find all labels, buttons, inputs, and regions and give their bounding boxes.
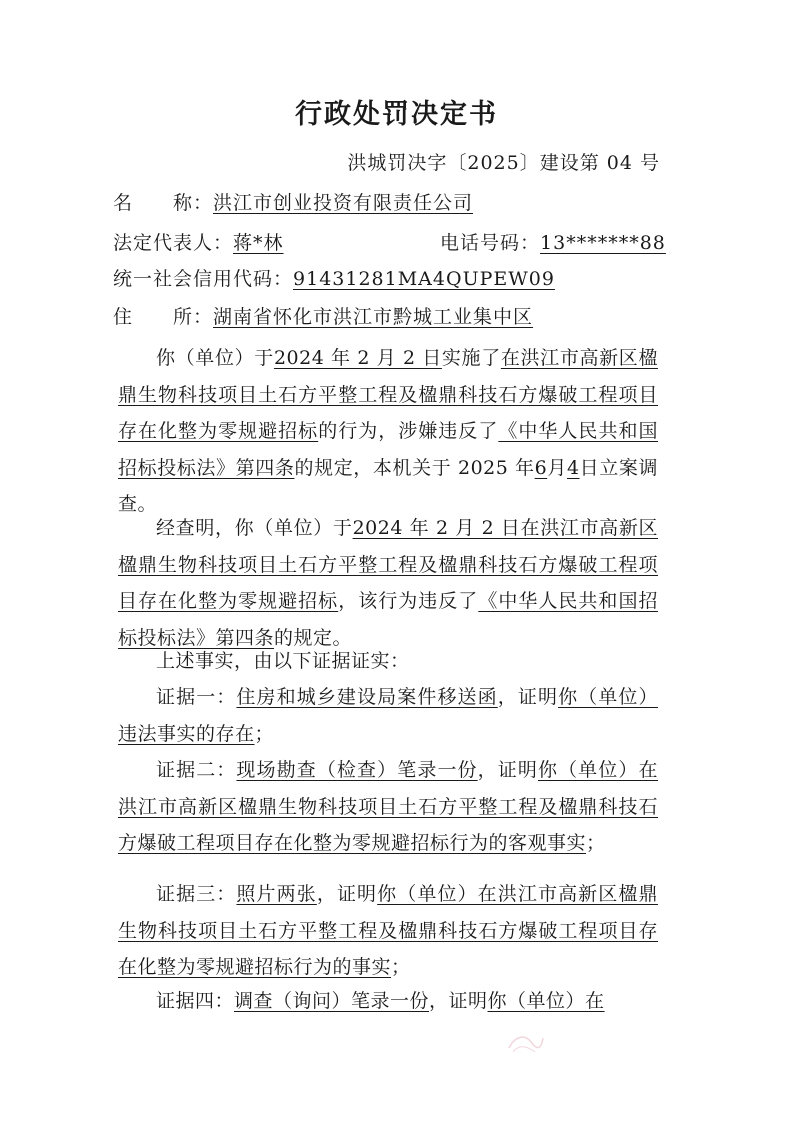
case-law: 《中华人民共和国招标投标法》第四条	[118, 420, 658, 479]
name-field	[113, 188, 473, 215]
address-value: 湖南省怀化市洪江市黔城工业集中区	[213, 306, 534, 328]
filing-day: 4	[566, 456, 580, 479]
finding-act: 2024 年 2 月 2 日在洪江市高新区楹鼎生物科技项目土石方平整工程及楹鼎科技石方爆破工程项目存在化整为零规避招标	[118, 517, 658, 612]
address-field	[113, 302, 533, 329]
case-date: 2024 年 2 月 2 日	[273, 347, 442, 369]
credit-code-label: 统一社会信用代码：	[113, 268, 294, 290]
filing-month: 6	[534, 456, 548, 479]
evidence-1: 证据一：住房和城乡建设局案件移送函，证明你（单位）违法事实的存在；	[118, 686, 658, 745]
case-act: 在洪江市高新区楹鼎生物科技项目土石方平整工程及楹鼎科技石方爆破工程项目存在化整为零规避招标	[118, 347, 658, 442]
evidence-2: 证据二：现场勘查（检查）笔录一份，证明你（单位）在洪江市高新区楹鼎生物科技项目土石方平整工程及楹鼎科技石方爆破工程项目存在化整为零规避招标行为的客观事实；	[118, 759, 658, 854]
name-label: 名 称：	[113, 192, 214, 214]
phone-label: 电话号码：	[440, 232, 541, 254]
document-number: 洪城罚决字〔2025〕建设第 04 号	[347, 152, 660, 174]
representative-value: 蒋*林	[233, 232, 284, 254]
credit-code-field	[113, 264, 555, 291]
evidence-3: 证据三：照片两张，证明你（单位）在洪江市高新区楹鼎生物科技项目土石方平整工程及楹鼎科技石方爆破工程项目存在化整为零规避招标行为的事实；	[118, 883, 658, 978]
document-title: 行政处罚决定书	[295, 99, 498, 130]
finding-law: 《中华人民共和国招标投标法》第四条	[118, 590, 658, 649]
address-label: 住 所：	[113, 306, 214, 328]
paragraph-evidence-intro: 上述事实，由以下证据证实：	[156, 650, 410, 672]
evidence-4: 证据四：调查（询问）笔录一份，证明你（单位）在	[156, 990, 605, 1012]
name-value: 洪江市创业投资有限责任公司	[213, 192, 474, 214]
phone-field	[440, 228, 666, 255]
paragraph-findings: 经查明，你（单位）于2024 年 2 月 2 日在洪江市高新区楹鼎生物科技项目土石方平整工程及楹鼎科技石方爆破工程项目存在化整为零规避招标，该行为违反了《中华人民共和国招标投标法》第四条的规定。	[118, 517, 658, 649]
representative-field	[113, 228, 284, 255]
paragraph-case-filing: 你（单位）于2024 年 2 月 2 日实施了在洪江市高新区楹鼎生物科技项目土石方平整工程及楹鼎科技石方爆破工程项目存在化整为零规避招标的行为，涉嫌违反了《中华人民共和国招标投标法》第四条的规定，本机关于 2025 年6月4日立案调查。	[118, 347, 658, 515]
credit-code-value: 91431281MA4QUPEW09	[293, 268, 555, 290]
representative-label: 法定代表人：	[113, 232, 234, 254]
faint-stamp-mark	[505, 1030, 545, 1056]
phone-value: 13*******88	[540, 232, 666, 254]
